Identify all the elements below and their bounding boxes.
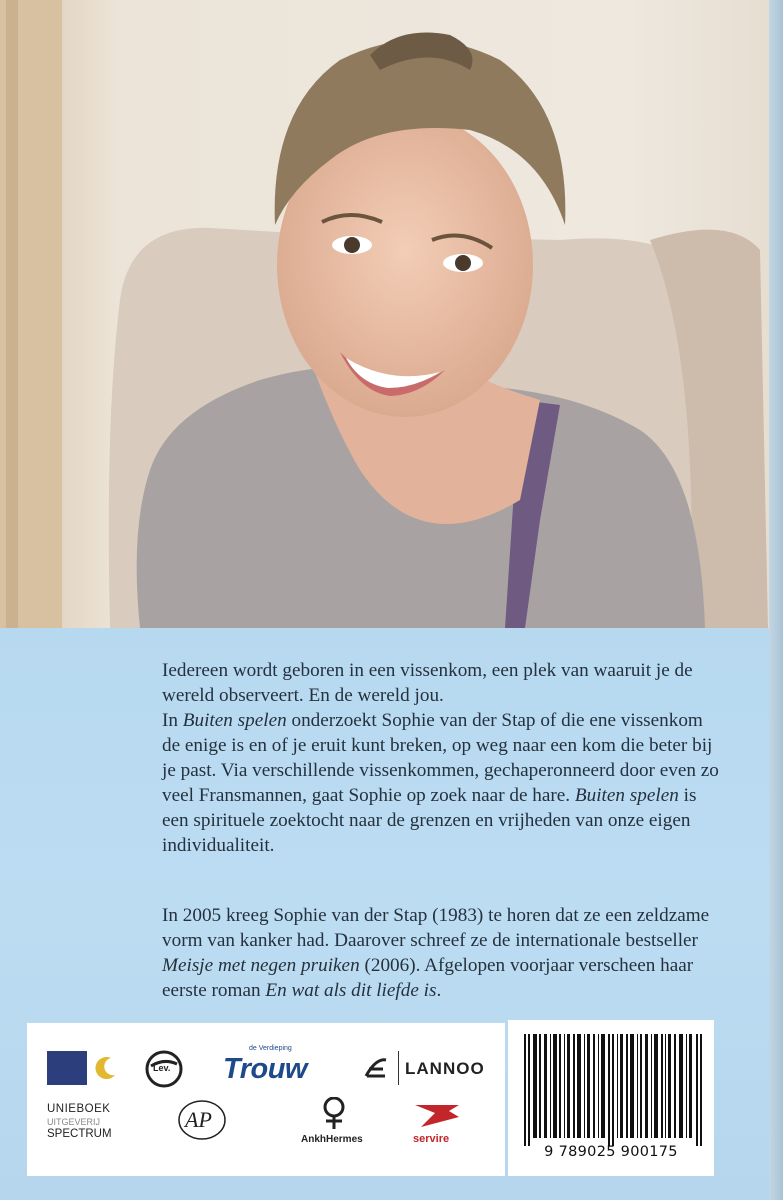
barcode <box>522 1034 706 1146</box>
publisher-logos-panel <box>27 1023 505 1176</box>
uitgeverij-text: UITGEVERIJ <box>47 1117 101 1127</box>
ap-logo-text: AP <box>185 1107 212 1132</box>
blurb-paragraph-1 <box>162 658 722 858</box>
bio-text-part: (2006). Afgelopen voorjaar verscheen haar eerste roman <box>162 955 694 1001</box>
bio-text-part: In 2005 kreeg Sophie van der Stap (1983) te horen dat ze een zeldzame vorm van kanker had. Daarover schreef ze de internationale bestseller <box>162 905 710 951</box>
author-bio-paragraph <box>162 903 722 1003</box>
ankhhermes-logo-text: AnkhHermes <box>301 1134 363 1145</box>
bio-text-part: . <box>436 980 442 1001</box>
lannoo-logo: LANNOO <box>405 1059 485 1078</box>
servire-logo-text: servire <box>413 1133 450 1145</box>
book-title-italic: Buiten spelen <box>574 785 679 806</box>
barcode-panel <box>508 1020 714 1176</box>
lannoo-divider <box>398 1051 399 1085</box>
trouw-logo: Trouw <box>223 1053 307 1085</box>
ankhhermes-icon <box>320 1097 348 1131</box>
unieboek-text: UNIEBOEK <box>47 1103 111 1115</box>
lannoo-emblem-icon <box>363 1056 389 1080</box>
trouw-subtitle: de Verdieping <box>249 1045 292 1052</box>
lev-logo-text: Lev. <box>153 1063 171 1073</box>
yellow-moon-logo <box>93 1055 119 1081</box>
novel-title: En wat als dit liefde is <box>265 980 437 1001</box>
servire-emblem-icon <box>413 1099 461 1129</box>
blurb-text-part: is een spirituele zoektocht naar de grenzen en vrijheden van onze eigen individualiteit. <box>162 785 697 856</box>
blurb-sentence-intro: Iedereen wordt geboren in een vissenkom, een plek van waaruit je de wereld observeert. En de wereld jou. <box>162 660 693 706</box>
isbn-number: 9 789025 900175 <box>544 1144 678 1160</box>
book-title-italic: Buiten spelen <box>182 710 287 731</box>
spectrum-text: SPECTRUM <box>47 1128 112 1140</box>
unieboek-square-logo <box>47 1051 87 1085</box>
previous-book-title: Meisje met negen pruiken <box>162 955 360 976</box>
author-bio <box>162 903 722 1003</box>
blurb-text-part: In <box>162 710 183 731</box>
cover-edge <box>769 0 783 1200</box>
blurb-text-part: onderzoekt Sophie van der Stap of die ene vissenkom de enige is en of je eruit kunt breken, op weg naar een kom die beter bij je past. Via verschillende vissenkommen, gechaperonneerd door even zo veel Fransmannen, gaat Sophie op zoek naar de hare. <box>162 710 719 806</box>
blurb-text <box>162 658 722 858</box>
